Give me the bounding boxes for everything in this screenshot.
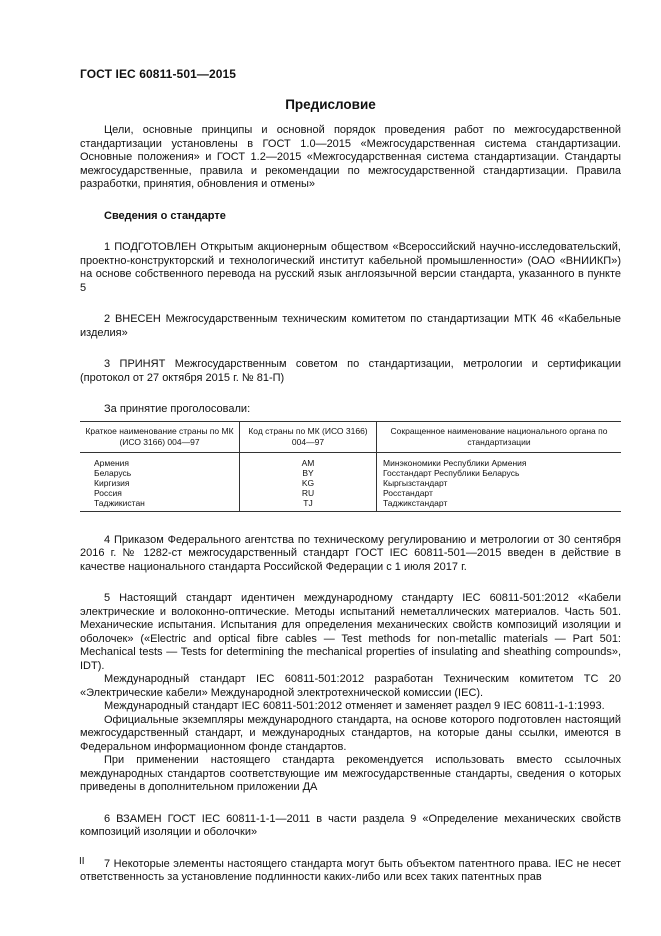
table-row bbox=[80, 452, 621, 468]
item-3: 3 ПРИНЯТ Межгосударственным советом по стандартизации, метрологии и сертификации (протокол от 27 октября 2015 г. № 81-П) bbox=[80, 358, 621, 384]
item-5-application: При применении настоящего стандарта рекомендуется использовать вместо ссылочных международных стандартов соответствующие им межгосударственные стандарты, сведения о которых приведены в дополнительном приложении ДА bbox=[80, 754, 621, 794]
table-header-code: Код страны по МК (ИСО 3166) 004—97 bbox=[240, 421, 377, 452]
table-cell-code: AM bbox=[240, 452, 377, 468]
item-2: 2 ВНЕСЕН Межгосударственным техническим комитетом по стандартизации МТК 46 «Кабельные изделия» bbox=[80, 313, 621, 339]
table-header-row bbox=[80, 421, 621, 452]
table-row bbox=[80, 468, 621, 478]
item-5-developer: Международный стандарт IEC 60811-501:2012 разработан Техническим комитетом TC 20 «Электрические кабели» Международной электротехнической комиссии (IEC). bbox=[80, 673, 621, 699]
page-title: Предисловие bbox=[285, 97, 376, 112]
item-6: 6 ВЗАМЕН ГОСТ IEC 60811-1-1—2011 в части раздела 9 «Определение механических свойств композиций изоляции и оболочки» bbox=[80, 812, 621, 839]
table-cell-country: Россия bbox=[80, 488, 240, 498]
table-cell-country: Беларусь bbox=[80, 468, 240, 478]
table-cell-body: Минэкономики Республики Армения bbox=[383, 457, 527, 468]
table-cell-body: Росстандарт bbox=[383, 488, 433, 499]
table-header-body: Сокращенное наименование национального органа по стандартизации bbox=[377, 421, 622, 452]
table-row bbox=[80, 488, 621, 498]
table-row bbox=[80, 498, 621, 511]
intro-paragraph: Цели, основные принципы и основной порядок проведения работ по межгосударственной стандартизации установлены в ГОСТ 1.0—2015 «Межгосударственная система стандартизации. Основные положения» и ГОСТ 1.2—2015 «Межгосударственная система стандартизации. Стандарты межгосударственные, правила и рекомендации по межгосударственной стандартизации. Правила разработки, принятия, обновления и отмены» bbox=[80, 124, 621, 190]
item-7: 7 Некоторые элементы настоящего стандарта могут быть объектом патентного права. IEC не несет ответственность за установление подлинности каких-либо или всех таких патентных прав bbox=[80, 857, 621, 884]
table-cell-code: TJ bbox=[240, 498, 377, 511]
voting-table bbox=[80, 421, 621, 512]
table-cell-country: Таджикистан bbox=[80, 498, 240, 511]
document-header: ГОСТ IEC 60811-501—2015 bbox=[80, 67, 237, 81]
page-number: II bbox=[79, 856, 85, 867]
table-cell-body: Таджикстандарт bbox=[377, 498, 622, 511]
table-cell-body: Госстандарт Республики Беларусь bbox=[383, 467, 520, 478]
item-1: 1 ПОДГОТОВЛЕН Открытым акционерным обществом «Всероссийский научно-исследовательский, проектно-конструкторский и технологический институт кабельной промышленности» (ОАО «ВНИИКП») на основе собственного перевода на русский язык англоязычной версии стандарта, указанного в пункте 5 bbox=[80, 241, 621, 294]
voted-label: За принятие проголосовали: bbox=[104, 403, 251, 415]
table-header-country: Краткое наименование страны по МК (ИСО 3166) 004—97 bbox=[80, 421, 240, 452]
table-cell-code: KG bbox=[240, 478, 377, 488]
section-heading: Сведения о стандарте bbox=[104, 209, 226, 222]
table-cell-country: Киргизия bbox=[80, 478, 240, 488]
table-row bbox=[80, 478, 621, 488]
table-cell-code: RU bbox=[240, 488, 377, 498]
table-cell-code: BY bbox=[240, 468, 377, 478]
item-5: 5 Настоящий стандарт идентичен международному стандарту IEC 60811-501:2012 «Кабели электрические и волоконно-оптические. Методы испытаний неметаллических материалов. Часть 501. Механические испытания. Испытания для определения механических свойств композиций изоляции и оболочек» («Electric and optical fibre cables — Test methods for non-metallic materials — Part 501: Mechanical tests — Tests for determining the mechanical properties of insulating and sheathing compounds», IDT). bbox=[80, 592, 621, 672]
document-body bbox=[80, 124, 621, 903]
item-4: 4 Приказом Федерального агентства по техническому регулированию и метрологии от 30 сентября 2016 г. № 1282-ст межгосударственный стандарт ГОСТ IEC 60811-501—2015 введен в действие в качестве национального стандарта Российской Федерации с 1 июля 2017 г. bbox=[80, 533, 621, 573]
table-cell-body: Кыргызстандарт bbox=[383, 477, 448, 488]
item-5-replacement: Международный стандарт IEC 60811-501:2012 отменяет и заменяет раздел 9 IEC 60811-1-1:1993. bbox=[104, 700, 605, 713]
table-cell-country: Армения bbox=[80, 452, 240, 468]
item-5-copies: Официальные экземпляры международного стандарта, на основе которого подготовлен настоящий межгосударственный стандарт, и международных стандартов, на которые даны ссылки, имеются в Федеральном информационном фонде стандартов. bbox=[80, 713, 621, 753]
